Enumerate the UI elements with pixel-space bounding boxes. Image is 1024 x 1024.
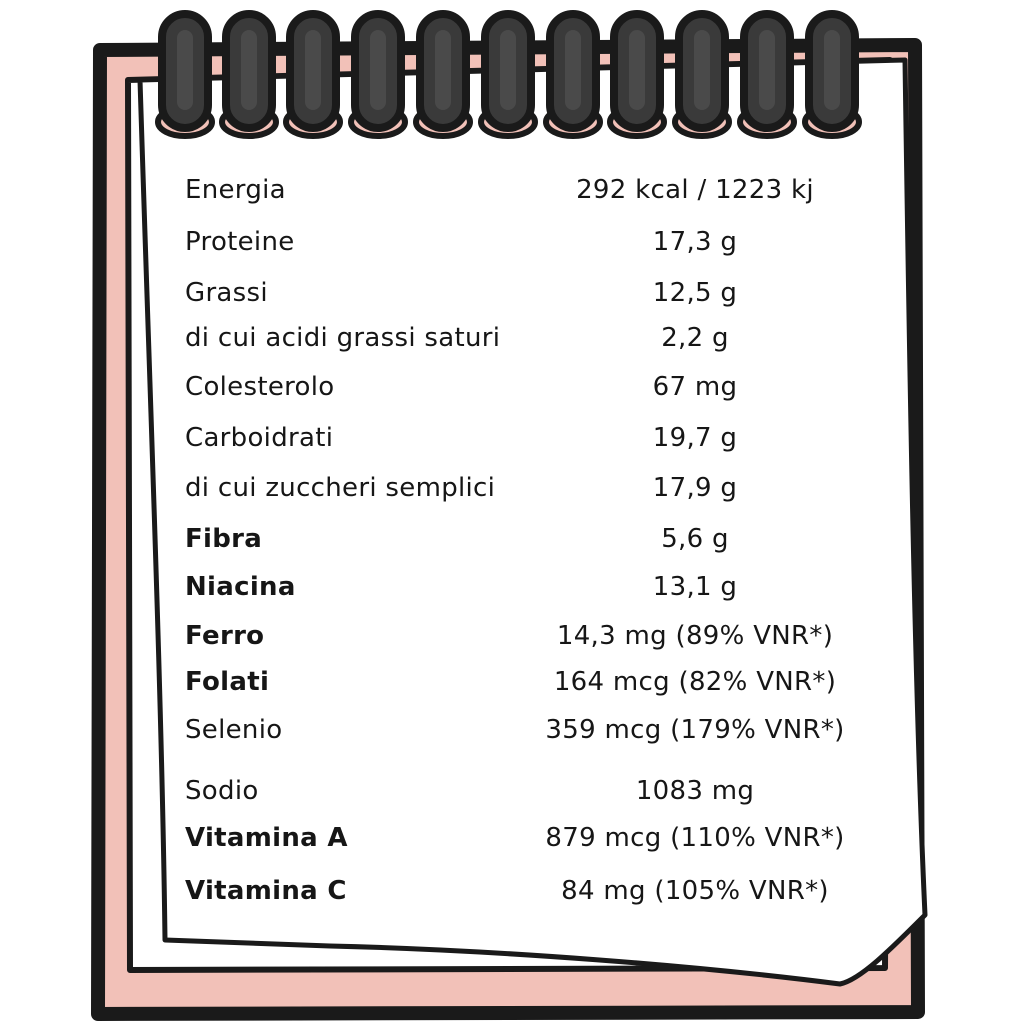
- nutrient-value: 19,7 g: [652, 423, 738, 453]
- nutrition-row: [185, 222, 885, 262]
- nutrient-value: 2,2 g: [661, 323, 729, 353]
- nutrition-row: [185, 710, 885, 750]
- nutrient-value: 13,1 g: [652, 572, 738, 602]
- nutrient-label: Energia: [185, 175, 286, 205]
- nutrition-row: [185, 567, 885, 607]
- nutrient-value: 67 mg: [652, 372, 738, 402]
- nutrient-value: 1083 mg: [635, 776, 755, 806]
- nutrient-value: 17,3 g: [652, 227, 738, 257]
- nutrition-row: [185, 818, 885, 858]
- nutrition-row: [185, 318, 885, 358]
- nutrient-label: Ferro: [185, 621, 265, 651]
- nutrient-label: Folati: [185, 667, 270, 697]
- nutrition-row: [185, 468, 885, 508]
- nutrient-value: 84 mg (105% VNR*): [561, 876, 829, 906]
- nutrition-row: [185, 367, 885, 407]
- nutrient-label: Vitamina C: [185, 876, 347, 906]
- nutrition-row: [185, 170, 885, 210]
- nutrient-label: Niacina: [185, 572, 296, 602]
- nutrient-label: Vitamina A: [185, 823, 348, 853]
- nutrient-value: 359 mcg (179% VNR*): [545, 715, 845, 745]
- nutrition-row: [185, 418, 885, 458]
- nutrition-row: [185, 273, 885, 313]
- nutrient-label: Carboidrati: [185, 423, 334, 453]
- nutrient-label: di cui acidi grassi saturi: [185, 323, 501, 353]
- nutrition-row: [185, 662, 885, 702]
- nutrition-row: [185, 771, 885, 811]
- nutrition-row: [185, 616, 885, 656]
- nutrient-label: Proteine: [185, 227, 295, 257]
- nutrient-label: Grassi: [185, 278, 268, 308]
- nutrient-value: 292 kcal / 1223 kj: [576, 175, 814, 205]
- nutrient-label: Fibra: [185, 524, 263, 554]
- nutrition-row: [185, 871, 885, 911]
- nutrient-value: 879 mcg (110% VNR*): [545, 823, 845, 853]
- nutrient-value: 17,9 g: [652, 473, 738, 503]
- nutrient-label: Colesterolo: [185, 372, 335, 402]
- nutrient-value: 14,3 mg (89% VNR*): [556, 621, 834, 651]
- nutrient-value: 5,6 g: [661, 524, 729, 554]
- nutrient-value: 12,5 g: [652, 278, 738, 308]
- nutrient-value: 164 mcg (82% VNR*): [553, 667, 837, 697]
- nutrient-label: Selenio: [185, 715, 283, 745]
- nutrient-label: di cui zuccheri semplici: [185, 473, 496, 503]
- nutrient-label: Sodio: [185, 776, 259, 806]
- nutrition-row: [185, 519, 885, 559]
